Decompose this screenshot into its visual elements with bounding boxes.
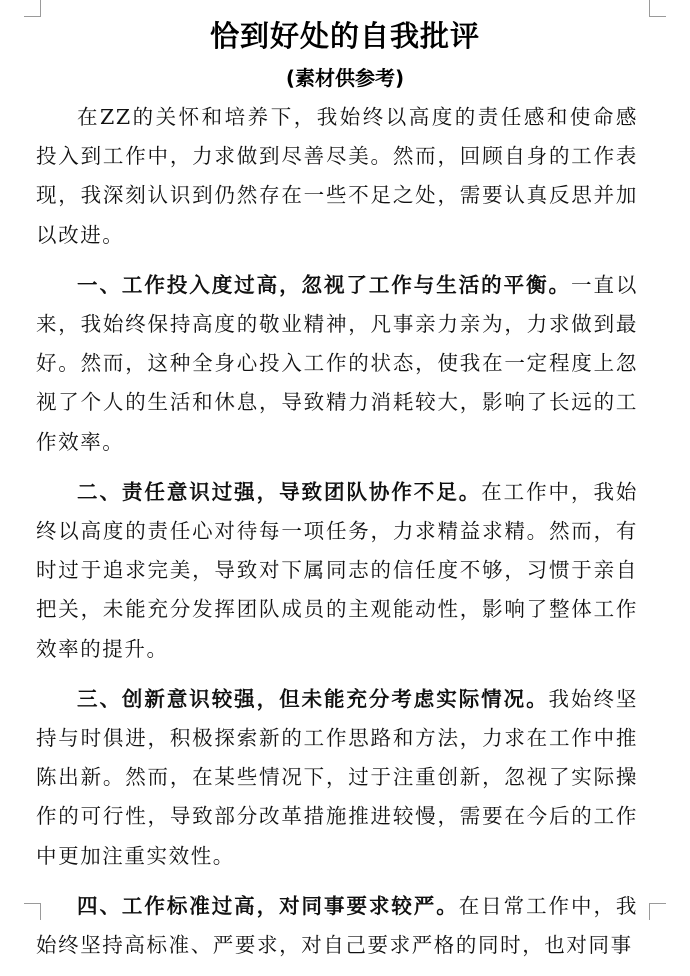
paragraph-point-4 <box>36 887 638 965</box>
paragraph-point-3 <box>36 680 638 876</box>
paragraph-heading: 三、创新意识较强，但未能充分考虑实际情况。 <box>77 686 549 711</box>
paragraph-point-2 <box>36 473 638 669</box>
paragraph-heading: 二、责任意识过强，导致团队协作不足。 <box>77 479 482 504</box>
paragraph-text: 在ZZ的关怀和培养下，我始终以高度的责任感和使命感投入到工作中，力求做到尽善尽美。然而，回顾自身的工作表现，我深刻认识到仍然存在一些不足之处，需要认真反思并加以改进。 <box>36 105 638 247</box>
paragraph-text: 我始终坚持与时俱进，积极探索新的工作思路和方法，力求在工作中推陈出新。然而，在某些情况下，过于注重创新，忽视了实际操作的可行性，导致部分改革措施推进较慢，需要在今后的工作中更加注重实效性。 <box>36 686 638 868</box>
document-body <box>36 98 638 976</box>
paragraph-point-1 <box>36 266 638 462</box>
paragraph-heading: 一、工作投入度过高，忽视了工作与生活的平衡。 <box>77 272 571 297</box>
page-corner-mark <box>649 903 666 920</box>
paragraph-text: 在日常工作中，我始终坚持高标准、严要求，对自己要求严格的同时，也对同事 <box>36 893 638 958</box>
paragraph-intro <box>36 98 638 255</box>
document-title: 恰到好处的自我批评 <box>209 19 480 53</box>
paragraph-text: 在工作中，我始终以高度的责任心对待每一项任务，力求精益求精。然而，有时过于追求完美，导致对下属同志的信任度不够，习惯于亲自把关，未能充分发挥团队成员的主观能动性，影响了整体工作效率的提升。 <box>36 479 638 661</box>
document-subtitle: (素材供参考) <box>285 66 405 90</box>
paragraph-heading: 四、工作标准过高，对同事要求较严。 <box>77 893 459 918</box>
paragraph-text: 一直以来，我始终保持高度的敬业精神，凡事亲力亲为，力求做到最好。然而，这种全身心投入工作的状态，使我在一定程度上忽视了个人的生活和休息，导致精力消耗较大，影响了长远的工作效率。 <box>36 272 638 454</box>
